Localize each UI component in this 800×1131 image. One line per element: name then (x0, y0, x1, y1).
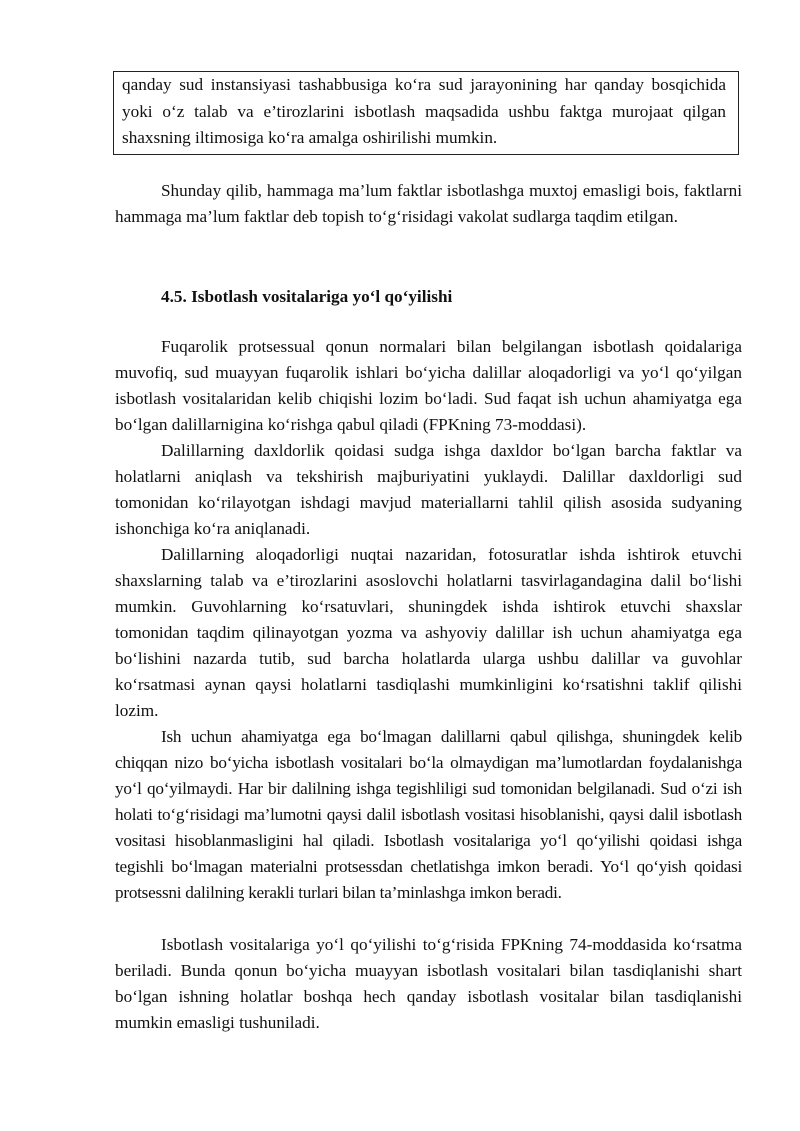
paragraph-4 (115, 542, 742, 724)
paragraph-2-text: Fuqarolik protsessual qonun normalari bilan belgilangan isbotlash qoidalariga muvofiq, sud muayyan fuqarolik ishlari bo‘yicha dalillar aloqadorligi va yo‘l qo‘yilgan isbotlash vositalaridan kelib chiqishi lozim bo‘ladi. Sud faqat ish uchun ahamiyatga ega bo‘lgan dalillarnigina ko‘rishga qabul qiladi (FPKning 73-moddasi). (115, 337, 742, 434)
box-paragraph: qanday sud instansiyasi tashabbusiga ko‘ra sud jarayonining har qanday bosqichida yoki o‘z talab va e’tirozlarini isbotlash maqsadida ushbu faktga murojaat qilgan shaxsning iltimosiga ko‘ra amalga oshirilishi mumkin. (122, 75, 726, 147)
quoted-text-box (113, 71, 739, 155)
paragraph-5 (115, 724, 742, 906)
paragraph-1 (115, 178, 742, 230)
paragraph-2 (115, 334, 742, 438)
paragraph-1-text: Shunday qilib, hammaga ma’lum faktlar isbotlashga muxtoj emasligi bois, faktlarni hammaga ma’lum faktlar deb topish to‘g‘risidagi vakolat sudlarga taqdim etilgan. (115, 181, 742, 226)
paragraph-6 (115, 932, 742, 1036)
section-heading: 4.5. Isbotlash vositalariga yo‘l qo‘yilishi (161, 287, 453, 306)
paragraph-6-text: Isbotlash vositalariga yo‘l qo‘yilishi to‘g‘risida FPKning 74-moddasida ko‘rsatma beriladi. Bunda qonun bo‘yicha muayyan isbotlash vositalari bilan tasdiqlanishi shart bo‘lgan ishning holatlar boshqa hech qanday isbotlash vositalar bilan tasdiqlanishi mumkin emasligi tushuniladi. (115, 935, 742, 1032)
paragraph-3-text: Dalillarning daxldorlik qoidasi sudga ishga daxldor bo‘lgan barcha faktlar va holatlarni aniqlash va tekshirish majburiyatini yuklaydi. Dalillar daxldorligi sud tomonidan ko‘rilayotgan ishdagi mavjud materiallarni tahlil qilish asosida sudyaning ishonchiga ko‘ra aniqlanadi. (115, 441, 742, 538)
paragraph-5-text: Ish uchun ahamiyatga ega bo‘lmagan dalillarni qabul qilishga, shuningdek kelib chiqqan nizo bo‘yicha isbotlash vositalari bo‘la olmaydigan ma’lumotlardan foydalanishga yo‘l qo‘yilmaydi. Har bir dalilning ishga tegishliligi sud tomonidan belgilanadi. Sud o‘zi ish holati to‘g‘risidagi ma’lumotni qaysi dalil isbotlash vositasi hisoblanishi, qaysi dalil isbotlash vositasi hisoblanmasligini hal qiladi. Isbotlash vositalariga yo‘l qo‘yilishi qoidasi ishga tegishli bo‘lmagan materialni protsessdan chetlatishga imkon beradi. Yo‘l qo‘yish qoidasi protsessni dalilning kerakli turlari bilan ta’minlashga imkon beradi. (115, 727, 742, 902)
paragraph-4-text: Dalillarning aloqadorligi nuqtai nazaridan, fotosuratlar ishda ishtirok etuvchi shaxslarning talab va e’tirozlarini asoslovchi holatlarni tasvirlagandagina dalil bo‘lishi mumkin. Guvohlarning ko‘rsatuvlari, shuningdek ishda ishtirok etuvchi shaxslar tomonidan taqdim qilinayotgan yozma va ashyoviy dalillar ish uchun ahamiyatga ega bo‘lishini nazarda tutib, sud barcha holatlarda ularga ushbu dalillar va guvohlar ko‘rsatmasi aynan qaysi holatlarni tasdiqlashi mumkinligini ko‘rsatishni taklif qilishi lozim. (115, 545, 742, 720)
paragraph-3 (115, 438, 742, 542)
